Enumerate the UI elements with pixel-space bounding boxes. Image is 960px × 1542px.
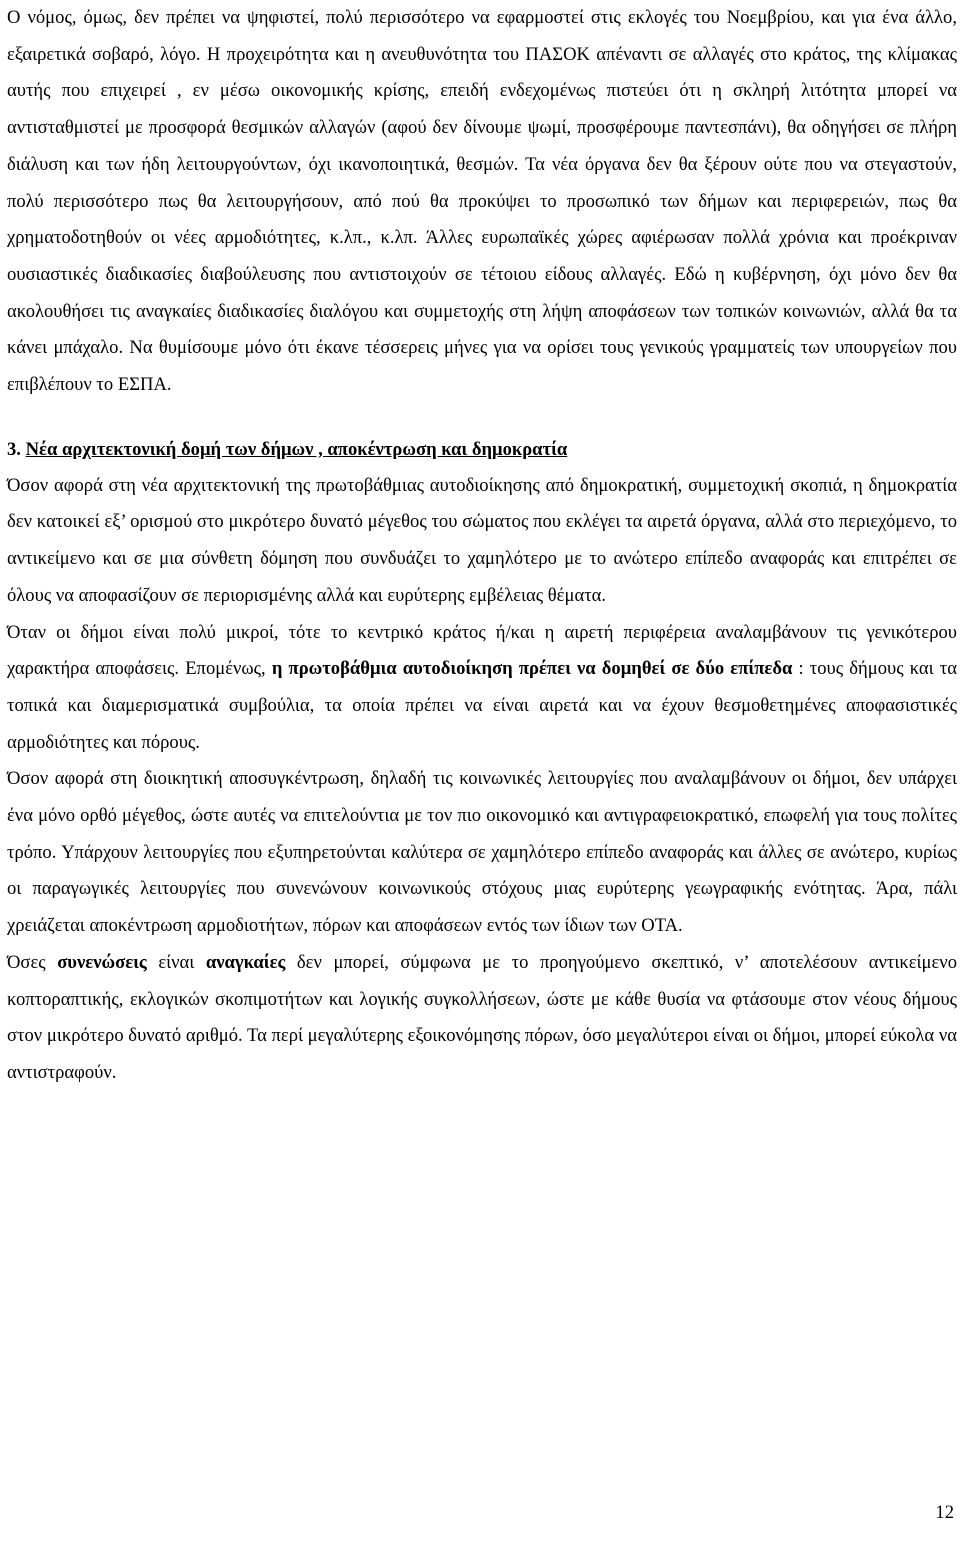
paragraph-mergers-t3: δεν μπορεί, σύμφωνα με το προηγούμενο σκεπτικό, ν’ αποτελέσουν αντικείμενο κοπτοραπτικής, εκλογικών σκοπιμοτήτων και λογικής συγκολλήσεων, ώστε με κάθε θυσία να φτάσουμε στον νέους δήμους στον μικρότερο δυνατό αριθμό. Τα περί μεγαλύτερης εξοικονόμησης πόρων, όσο μεγαλύτεροι είναι οι δήμοι, μπορεί εύκολα να αντιστραφούν. bbox=[7, 951, 957, 1083]
paragraph-deconcentration: Όσον αφορά στη διοικητική αποσυγκέντρωση, δηλαδή τις κοινωνικές λειτουργίες που αναλαμβάνουν οι δήμοι, δεν υπάρχει ένα μόνο ορθό μέγεθος, ώστε αυτές να επιτελούντια με τον πιο οικονομικό και αντιγραφειοκρατικό, επωφελή για τους πολίτες τρόπο. Υπάρχουν λειτουργίες που εξυπηρετούνται καλύτερα σε χαμηλότερο επίπεδο αναφοράς και άλλες σε ανώτερο, κυρίως οι παραγωγικές λειτουργίες που συνενώνουν κοινωνικούς στόχους μιας ευρύτερης γεωγραφικής ενότητας. Άρα, πάλι χρειάζεται αποκέντρωση αρμοδιοτήτων, πόρων και αποφάσεων εντός των ίδιων των ΟΤΑ. bbox=[7, 768, 957, 937]
paragraph-mergers-b1: συνενώσεις bbox=[57, 951, 147, 973]
document-page bbox=[7, 0, 957, 1092]
paragraph-two-levels-before: Όταν οι δήμοι είναι πολύ μικροί, τότε το κεντρικό κράτος ή/και η αιρετή περιφέρεια αναλαμβάνουν τις γενικότερου χαρακτήρα αποφάσεις. Επομένως, bbox=[7, 621, 957, 680]
paragraph-two-levels bbox=[7, 615, 957, 762]
paragraph-two-levels-after: : τους δήμους και τα τοπικά και διαμερισματικά συμβούλια, τα οποία πρέπει να είναι αιρετά και να έχουν θεσμοθετημένες αποφασιστικές αρμοδιότητες και πόρους. bbox=[7, 658, 958, 753]
paragraph-mergers bbox=[7, 945, 957, 1092]
section-number: 3. bbox=[7, 438, 21, 460]
paragraph-top: Ο νόμος, όμως, δεν πρέπει να ψηφιστεί, πολύ περισσότερο να εφαρμοστεί στις εκλογές του Νοεμβρίου, και για ένα άλλο, εξαιρετικά σοβαρό, λόγο. Η προχειρότητα και η ανευθυνότητα του ΠΑΣΟΚ απέναντι σε αλλαγές στο κράτος, της κλίμακας αυτής που επιχειρεί , εν μέσω οικονομικής κρίσης, επειδή ενδεχομένως πιστεύει ότι η σκληρή λιτότητα μπορεί να αντισταθμιστεί με προσφορά θεσμικών αλλαγών (αφού δεν δίνουμε ψωμί, προσφέρουμε παντεσπάνι), θα οδηγήσει σε πλήρη διάλυση και των ήδη λειτουργούντων, όχι ικανοποιητικά, θεσμών. Τα νέα όργανα δεν θα ξέρουν ούτε που να στεγαστούν, πολύ περισσότερο πως θα λειτουργήσουν, από πού θα προκύψει το προσωπικό των δήμων και περιφερειών, πως θα χρηματοδοτηθούν οι νέες αρμοδιότητες, κ.λπ., κ.λπ. Άλλες ευρωπαϊκές χώρες αφιέρωσαν πολλά χρόνια και προέκριναν ουσιαστικές διαδικασίες διαβούλευσης που αντιστοιχούν σε τέτοιου είδους αλλαγές. Εδώ η κυβέρνηση, όχι μόνο δεν θα ακολουθήσει τις αναγκαίες διαδικασίες διαλόγου και συμμετοχής στη λήψη αποφάσεων των τοπικών κοινωνιών, αλλά θα τα κάνει μπάχαλο. Να θυμίσουμε μόνο ότι έκανε τέσσερεις μήνες για να ορίσει τους γενικούς γραμματείς των υπουργείων που επιβλέπουν το ΕΣΠΑ. bbox=[7, 7, 957, 396]
section-heading bbox=[7, 432, 957, 468]
paragraph-mergers-t2: είναι bbox=[146, 951, 206, 973]
section-title: Νέα αρχιτεκτονική δομή των δήμων , αποκέντρωση και δημοκρατία bbox=[25, 438, 568, 460]
page-number: 12 bbox=[935, 1502, 954, 1523]
paragraph-architecture: Όσον αφορά στη νέα αρχιτεκτονική της πρωτοβάθμιας αυτοδιοίκησης από δημοκρατική, συμμετοχική σκοπιά, η δημοκρατία δεν κατοικεί εξ’ ορισμού στο μικρότερο δυνατό μέγεθος του σώματος που εκλέγει τα αιρετά όργανα, αλλά στο περιεχόμενο, το αντικείμενο και σε μια σύνθετη δόμηση που συνδυάζει το χαμηλότερο με το ανώτερο επίπεδο αναφοράς και επιτρέπει σε όλους να αποφασίζουν σε περιορισμένης αλλά και ευρύτερης εμβέλειας θέματα. bbox=[7, 474, 957, 606]
paragraph-mergers-t1: Όσες bbox=[7, 951, 58, 973]
paragraph-two-levels-bold: η πρωτοβάθμια αυτοδιοίκηση πρέπει να δομηθεί σε δύο επίπεδα bbox=[271, 658, 793, 680]
section-spacer bbox=[7, 404, 957, 430]
paragraph-mergers-b2: αναγκαίες bbox=[205, 951, 286, 973]
